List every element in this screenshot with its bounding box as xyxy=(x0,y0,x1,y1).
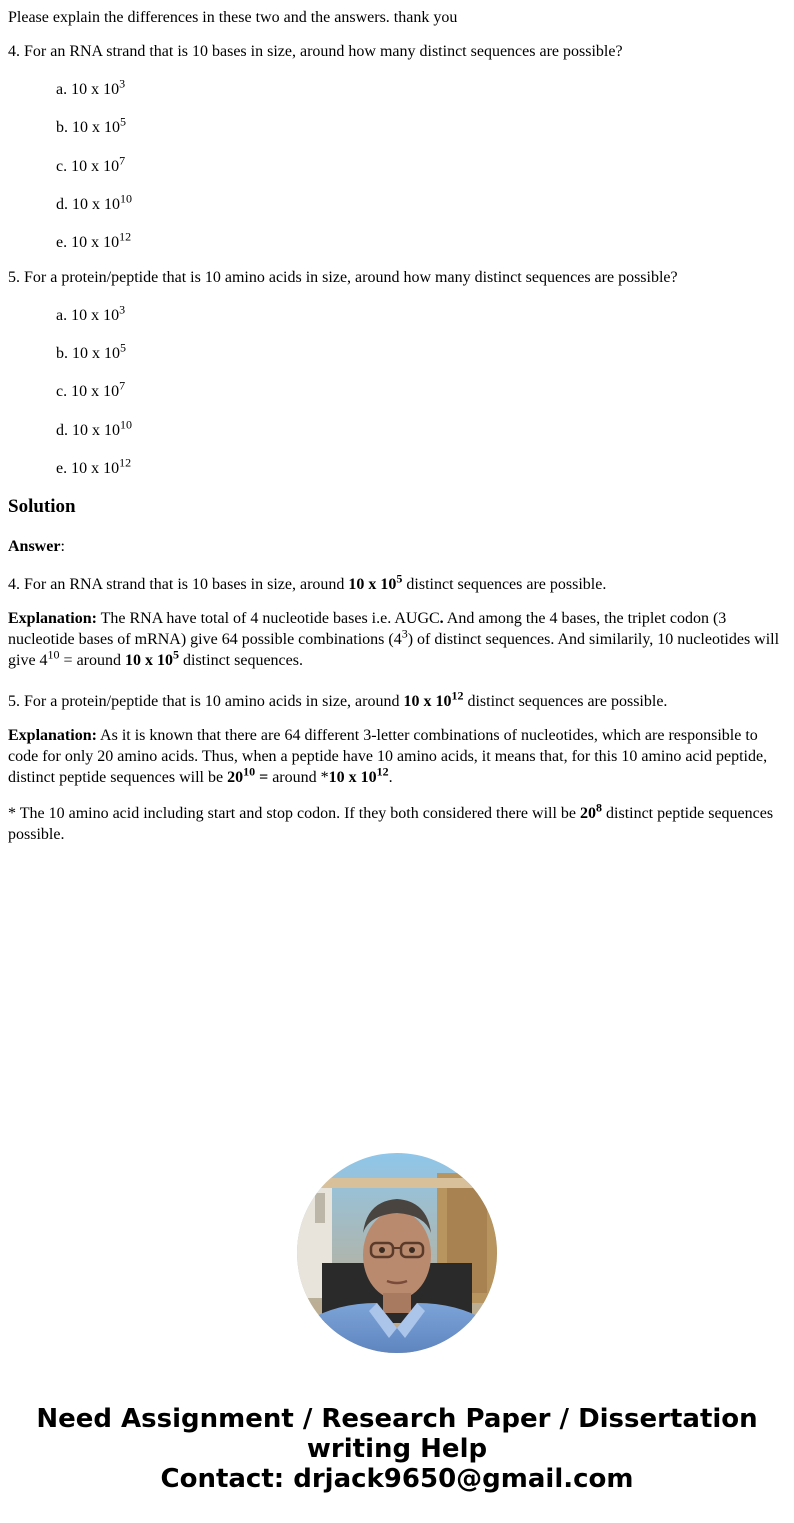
q4-option-d: d. 10 x $10^{10}$ xyxy=(56,191,132,213)
q4-option-a: a. 10 x $10^3$ xyxy=(56,76,126,98)
intro-text: Please explain the differences in these two and the answers. thank you xyxy=(8,9,458,26)
contact-banner xyxy=(0,1404,794,1494)
q5-option-c: c. 10 x $10^7$ xyxy=(56,378,126,400)
q4-option-e: e. 10 x $10^{12}$ xyxy=(56,229,132,251)
banner-contact-email: Contact: drjack9650@gmail.com xyxy=(160,1464,634,1494)
q5-option-e: e. 10 x $10^{12}$ xyxy=(56,455,132,477)
answer-4: 4. For an RNA strand that is 10 bases in size, around 10 x $10^5$ distinct sequences are possible. xyxy=(8,571,607,593)
question-4: 4. For an RNA strand that is 10 bases in size, around how many distinct sequences are possible? xyxy=(8,43,623,60)
question-5: 5. For a protein/peptide that is 10 amino acids in size, around how many distinct sequences are possible? xyxy=(8,269,678,286)
q5-option-b: b. 10 x $10^5$ xyxy=(56,340,126,362)
author-photo xyxy=(297,1153,497,1353)
banner-line-2: writing Help xyxy=(306,1434,488,1464)
banner-line-1: Need Assignment / Research Paper / Dissertation xyxy=(36,1404,758,1434)
answer-label-line: Answer: xyxy=(8,538,65,555)
q5-option-a: a. 10 x $10^3$ xyxy=(56,302,126,324)
explanation-5: Explanation: As it is known that there are 64 different 3-letter combinations of nucleotides, which are responsible to code for only 20 amino acids. Thus, when a peptide have 10 amino acids, it means that, for this 10 amino acid peptide, distinct peptide sequences will be $20^{10}$ = around *10 x $10^{12}$. xyxy=(8,727,768,786)
footnote: * The 10 amino acid including start and stop codon. If they both considered there will be $20^8$ distinct peptide sequences possible. xyxy=(8,800,774,843)
q4-option-c: c. 10 x $10^7$ xyxy=(56,153,126,175)
q4-option-b: b. 10 x $10^5$ xyxy=(56,114,126,136)
explanation-4: Explanation: The RNA have total of 4 nucleotide bases i.e. AUGC. And among the 4 bases, the triplet codon (3 nucleotide bases of mRNA) give 64 possible combinations $(4^3)$ of distinct sequences. And similarily, 10 nucleotides will give $4^{10}$ = around 10 x $10^5$ distinct sequences. xyxy=(8,610,780,669)
person-portrait-icon xyxy=(297,1153,497,1353)
answer-5: 5. For a protein/peptide that is 10 amino acids in size, around 10 x $10^{12}$ distinct sequences are possible. xyxy=(8,688,668,710)
q5-option-d: d. 10 x $10^{10}$ xyxy=(56,417,132,439)
solution-heading: Solution xyxy=(8,496,76,517)
